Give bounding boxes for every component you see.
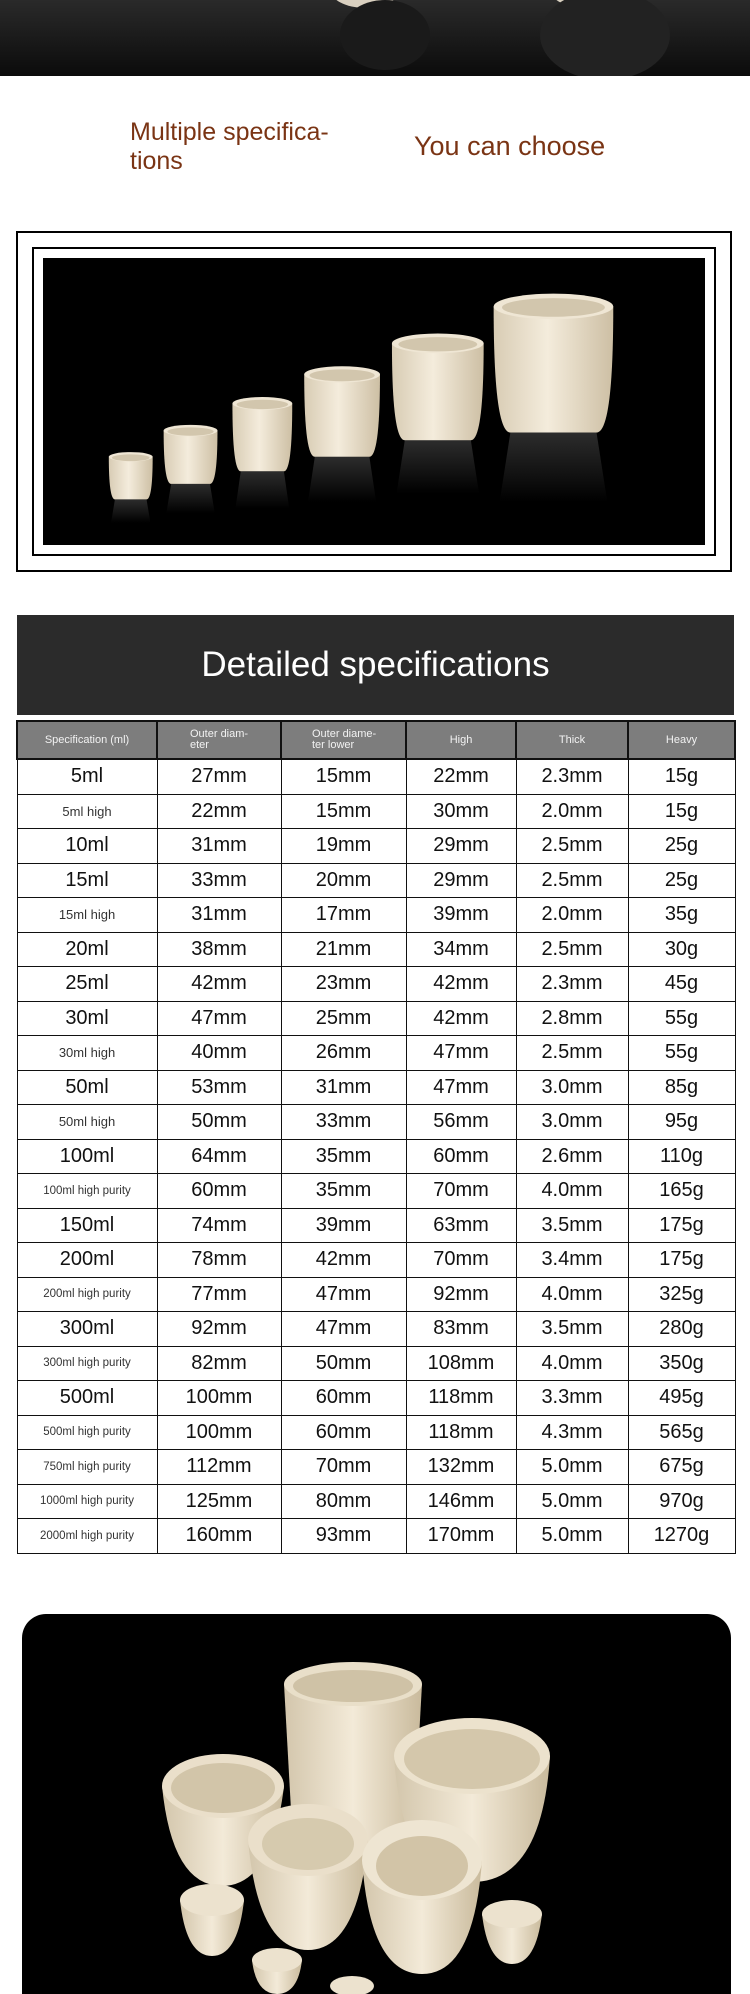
value-cell: 85g — [628, 1070, 735, 1105]
value-cell: 3.0mm — [516, 1105, 628, 1140]
spec-cell: 20ml — [17, 932, 157, 967]
header-high: High — [406, 721, 516, 759]
crucible-inner — [398, 337, 477, 351]
spec-cell: 5ml high — [17, 794, 157, 829]
value-cell: 42mm — [406, 1001, 516, 1036]
value-cell: 100mm — [157, 1415, 281, 1450]
value-cell: 3.5mm — [516, 1208, 628, 1243]
spec-cell: 1000ml high purity — [17, 1484, 157, 1519]
value-cell: 26mm — [281, 1036, 406, 1071]
crucible-body — [232, 403, 292, 471]
value-cell: 23mm — [281, 967, 406, 1002]
spec-cell: 100ml high purity — [17, 1174, 157, 1209]
table-header-row — [17, 721, 735, 759]
value-cell: 34mm — [406, 932, 516, 967]
value-cell: 33mm — [281, 1105, 406, 1140]
value-cell: 47mm — [157, 1001, 281, 1036]
crucible-inner — [502, 298, 605, 317]
value-cell: 175g — [628, 1208, 735, 1243]
value-cell: 2.3mm — [516, 967, 628, 1002]
value-cell: 170mm — [406, 1519, 516, 1554]
value-cell: 38mm — [157, 932, 281, 967]
value-cell: 83mm — [406, 1312, 516, 1347]
table-row — [17, 863, 735, 898]
crucible-body — [392, 343, 484, 440]
crucible-reflection — [308, 457, 376, 502]
value-cell: 40mm — [157, 1036, 281, 1071]
table-row — [17, 1277, 735, 1312]
value-cell: 31mm — [157, 829, 281, 864]
crucible-lineup-inner-frame — [32, 247, 716, 556]
value-cell: 2.3mm — [516, 759, 628, 794]
value-cell: 47mm — [281, 1312, 406, 1347]
spec-cell: 15ml — [17, 863, 157, 898]
crucible-reflection — [166, 484, 214, 513]
value-cell: 970g — [628, 1484, 735, 1519]
value-cell: 55g — [628, 1036, 735, 1071]
value-cell: 19mm — [281, 829, 406, 864]
table-row — [17, 1346, 735, 1381]
value-cell: 675g — [628, 1450, 735, 1485]
value-cell: 25g — [628, 863, 735, 898]
value-cell: 30mm — [406, 794, 516, 829]
crucible-reflection — [397, 440, 480, 493]
table-row — [17, 759, 735, 794]
top-product-photo — [0, 0, 750, 76]
value-cell: 495g — [628, 1381, 735, 1416]
spec-cell: 750ml high purity — [17, 1450, 157, 1485]
header-specification: Specification (ml) — [17, 721, 157, 759]
slogan-multiple-specifications: Multiple specifica- tions — [130, 118, 329, 175]
value-cell: 29mm — [406, 829, 516, 864]
value-cell: 60mm — [406, 1139, 516, 1174]
value-cell: 55g — [628, 1001, 735, 1036]
table-row — [17, 1105, 735, 1140]
table-row — [17, 1312, 735, 1347]
spec-cell: 2000ml high purity — [17, 1519, 157, 1554]
spec-cell: 10ml — [17, 829, 157, 864]
value-cell: 108mm — [406, 1346, 516, 1381]
value-cell: 3.0mm — [516, 1070, 628, 1105]
value-cell: 118mm — [406, 1381, 516, 1416]
crucible-lineup-frame — [16, 231, 732, 572]
value-cell: 33mm — [157, 863, 281, 898]
specification-table — [16, 720, 736, 1554]
value-cell: 31mm — [281, 1070, 406, 1105]
value-cell: 565g — [628, 1415, 735, 1450]
value-cell: 47mm — [281, 1277, 406, 1312]
value-cell: 280g — [628, 1312, 735, 1347]
value-cell: 146mm — [406, 1484, 516, 1519]
value-cell: 15g — [628, 794, 735, 829]
table-row — [17, 794, 735, 829]
value-cell: 60mm — [157, 1174, 281, 1209]
crucible-reflection — [111, 499, 150, 522]
value-cell: 35mm — [281, 1174, 406, 1209]
table-row — [17, 1070, 735, 1105]
spec-cell: 500ml — [17, 1381, 157, 1416]
value-cell: 50mm — [157, 1105, 281, 1140]
value-cell: 70mm — [406, 1243, 516, 1278]
table-row — [17, 1450, 735, 1485]
crucible-inner — [237, 400, 288, 409]
value-cell: 175g — [628, 1243, 735, 1278]
value-cell: 74mm — [157, 1208, 281, 1243]
value-cell: 50mm — [281, 1346, 406, 1381]
value-cell: 165g — [628, 1174, 735, 1209]
table-row — [17, 1415, 735, 1450]
value-cell: 47mm — [406, 1036, 516, 1071]
crucible-inner — [112, 454, 150, 461]
value-cell: 2.5mm — [516, 1036, 628, 1071]
value-cell: 30g — [628, 932, 735, 967]
value-cell: 39mm — [406, 898, 516, 933]
value-cell: 15mm — [281, 759, 406, 794]
table-row — [17, 1139, 735, 1174]
value-cell: 22mm — [157, 794, 281, 829]
value-cell: 3.5mm — [516, 1312, 628, 1347]
value-cell: 78mm — [157, 1243, 281, 1278]
value-cell: 82mm — [157, 1346, 281, 1381]
spec-cell: 30ml — [17, 1001, 157, 1036]
value-cell: 15mm — [281, 794, 406, 829]
value-cell: 17mm — [281, 898, 406, 933]
value-cell: 35mm — [281, 1139, 406, 1174]
spec-cell: 30ml high — [17, 1036, 157, 1071]
slogan-you-can-choose: You can choose — [414, 131, 606, 161]
value-cell: 4.3mm — [516, 1415, 628, 1450]
header-outer-diameter-lower: Outer diame- ter lower — [281, 721, 406, 759]
value-cell: 1270g — [628, 1519, 735, 1554]
spec-cell: 200ml high purity — [17, 1277, 157, 1312]
value-cell: 118mm — [406, 1415, 516, 1450]
value-cell: 35g — [628, 898, 735, 933]
crucible-body — [304, 374, 380, 456]
table-row — [17, 967, 735, 1002]
value-cell: 2.0mm — [516, 794, 628, 829]
value-cell: 60mm — [281, 1381, 406, 1416]
header-outer-diameter: Outer diam- eter — [157, 721, 281, 759]
table-row — [17, 1208, 735, 1243]
value-cell: 5.0mm — [516, 1519, 628, 1554]
value-cell: 325g — [628, 1277, 735, 1312]
value-cell: 110g — [628, 1139, 735, 1174]
value-cell: 42mm — [281, 1243, 406, 1278]
value-cell: 42mm — [157, 967, 281, 1002]
value-cell: 70mm — [406, 1174, 516, 1209]
crucible-group-illustration — [22, 1614, 731, 1994]
spec-cell: 25ml — [17, 967, 157, 1002]
table-row — [17, 1001, 735, 1036]
value-cell: 160mm — [157, 1519, 281, 1554]
value-cell: 2.5mm — [516, 863, 628, 898]
spec-cell: 50ml — [17, 1070, 157, 1105]
value-cell: 3.4mm — [516, 1243, 628, 1278]
value-cell: 100mm — [157, 1381, 281, 1416]
crucible-reflection — [500, 433, 608, 502]
value-cell: 22mm — [406, 759, 516, 794]
table-row — [17, 829, 735, 864]
value-cell: 64mm — [157, 1139, 281, 1174]
table-row — [17, 1243, 735, 1278]
crucible-lineup-photo — [43, 258, 705, 545]
table-row — [17, 1484, 735, 1519]
table-row — [17, 1174, 735, 1209]
value-cell: 70mm — [281, 1450, 406, 1485]
value-cell: 5.0mm — [516, 1450, 628, 1485]
crucible-body — [164, 431, 218, 484]
value-cell: 4.0mm — [516, 1277, 628, 1312]
crucible-body — [494, 306, 614, 432]
value-cell: 132mm — [406, 1450, 516, 1485]
value-cell: 3.3mm — [516, 1381, 628, 1416]
value-cell: 77mm — [157, 1277, 281, 1312]
value-cell: 2.5mm — [516, 932, 628, 967]
value-cell: 95g — [628, 1105, 735, 1140]
value-cell: 45g — [628, 967, 735, 1002]
value-cell: 2.5mm — [516, 829, 628, 864]
value-cell: 47mm — [406, 1070, 516, 1105]
detailed-specifications-header: Detailed specifications — [17, 615, 734, 715]
spec-cell: 300ml high purity — [17, 1346, 157, 1381]
table-row — [17, 1381, 735, 1416]
crucible-lineup-illustration — [43, 258, 705, 545]
value-cell: 25mm — [281, 1001, 406, 1036]
spec-cell: 150ml — [17, 1208, 157, 1243]
spec-cell: 500ml high purity — [17, 1415, 157, 1450]
value-cell: 15g — [628, 759, 735, 794]
crucible-inner — [310, 369, 375, 381]
value-cell: 27mm — [157, 759, 281, 794]
value-cell: 53mm — [157, 1070, 281, 1105]
value-cell: 5.0mm — [516, 1484, 628, 1519]
spec-cell: 200ml — [17, 1243, 157, 1278]
table-row — [17, 932, 735, 967]
table-row — [17, 1519, 735, 1554]
crucible-reflection — [235, 471, 289, 508]
value-cell: 42mm — [406, 967, 516, 1002]
value-cell: 112mm — [157, 1450, 281, 1485]
value-cell: 92mm — [157, 1312, 281, 1347]
value-cell: 2.0mm — [516, 898, 628, 933]
table-row — [17, 1036, 735, 1071]
value-cell: 350g — [628, 1346, 735, 1381]
value-cell: 60mm — [281, 1415, 406, 1450]
spec-cell: 50ml high — [17, 1105, 157, 1140]
spec-cell: 5ml — [17, 759, 157, 794]
value-cell: 80mm — [281, 1484, 406, 1519]
header-heavy: Heavy — [628, 721, 735, 759]
value-cell: 2.6mm — [516, 1139, 628, 1174]
value-cell: 20mm — [281, 863, 406, 898]
crucible-inner — [167, 427, 213, 435]
value-cell: 25g — [628, 829, 735, 864]
value-cell: 31mm — [157, 898, 281, 933]
header-thick: Thick — [516, 721, 628, 759]
value-cell: 4.0mm — [516, 1174, 628, 1209]
value-cell: 93mm — [281, 1519, 406, 1554]
spec-cell: 15ml high — [17, 898, 157, 933]
spec-cell: 100ml — [17, 1139, 157, 1174]
value-cell: 29mm — [406, 863, 516, 898]
crucible-body — [109, 457, 153, 500]
table-row — [17, 898, 735, 933]
crucible-group-photo — [22, 1614, 731, 1994]
value-cell: 2.8mm — [516, 1001, 628, 1036]
value-cell: 92mm — [406, 1277, 516, 1312]
value-cell: 21mm — [281, 932, 406, 967]
value-cell: 4.0mm — [516, 1346, 628, 1381]
spec-cell: 300ml — [17, 1312, 157, 1347]
value-cell: 56mm — [406, 1105, 516, 1140]
value-cell: 63mm — [406, 1208, 516, 1243]
value-cell: 125mm — [157, 1484, 281, 1519]
value-cell: 39mm — [281, 1208, 406, 1243]
